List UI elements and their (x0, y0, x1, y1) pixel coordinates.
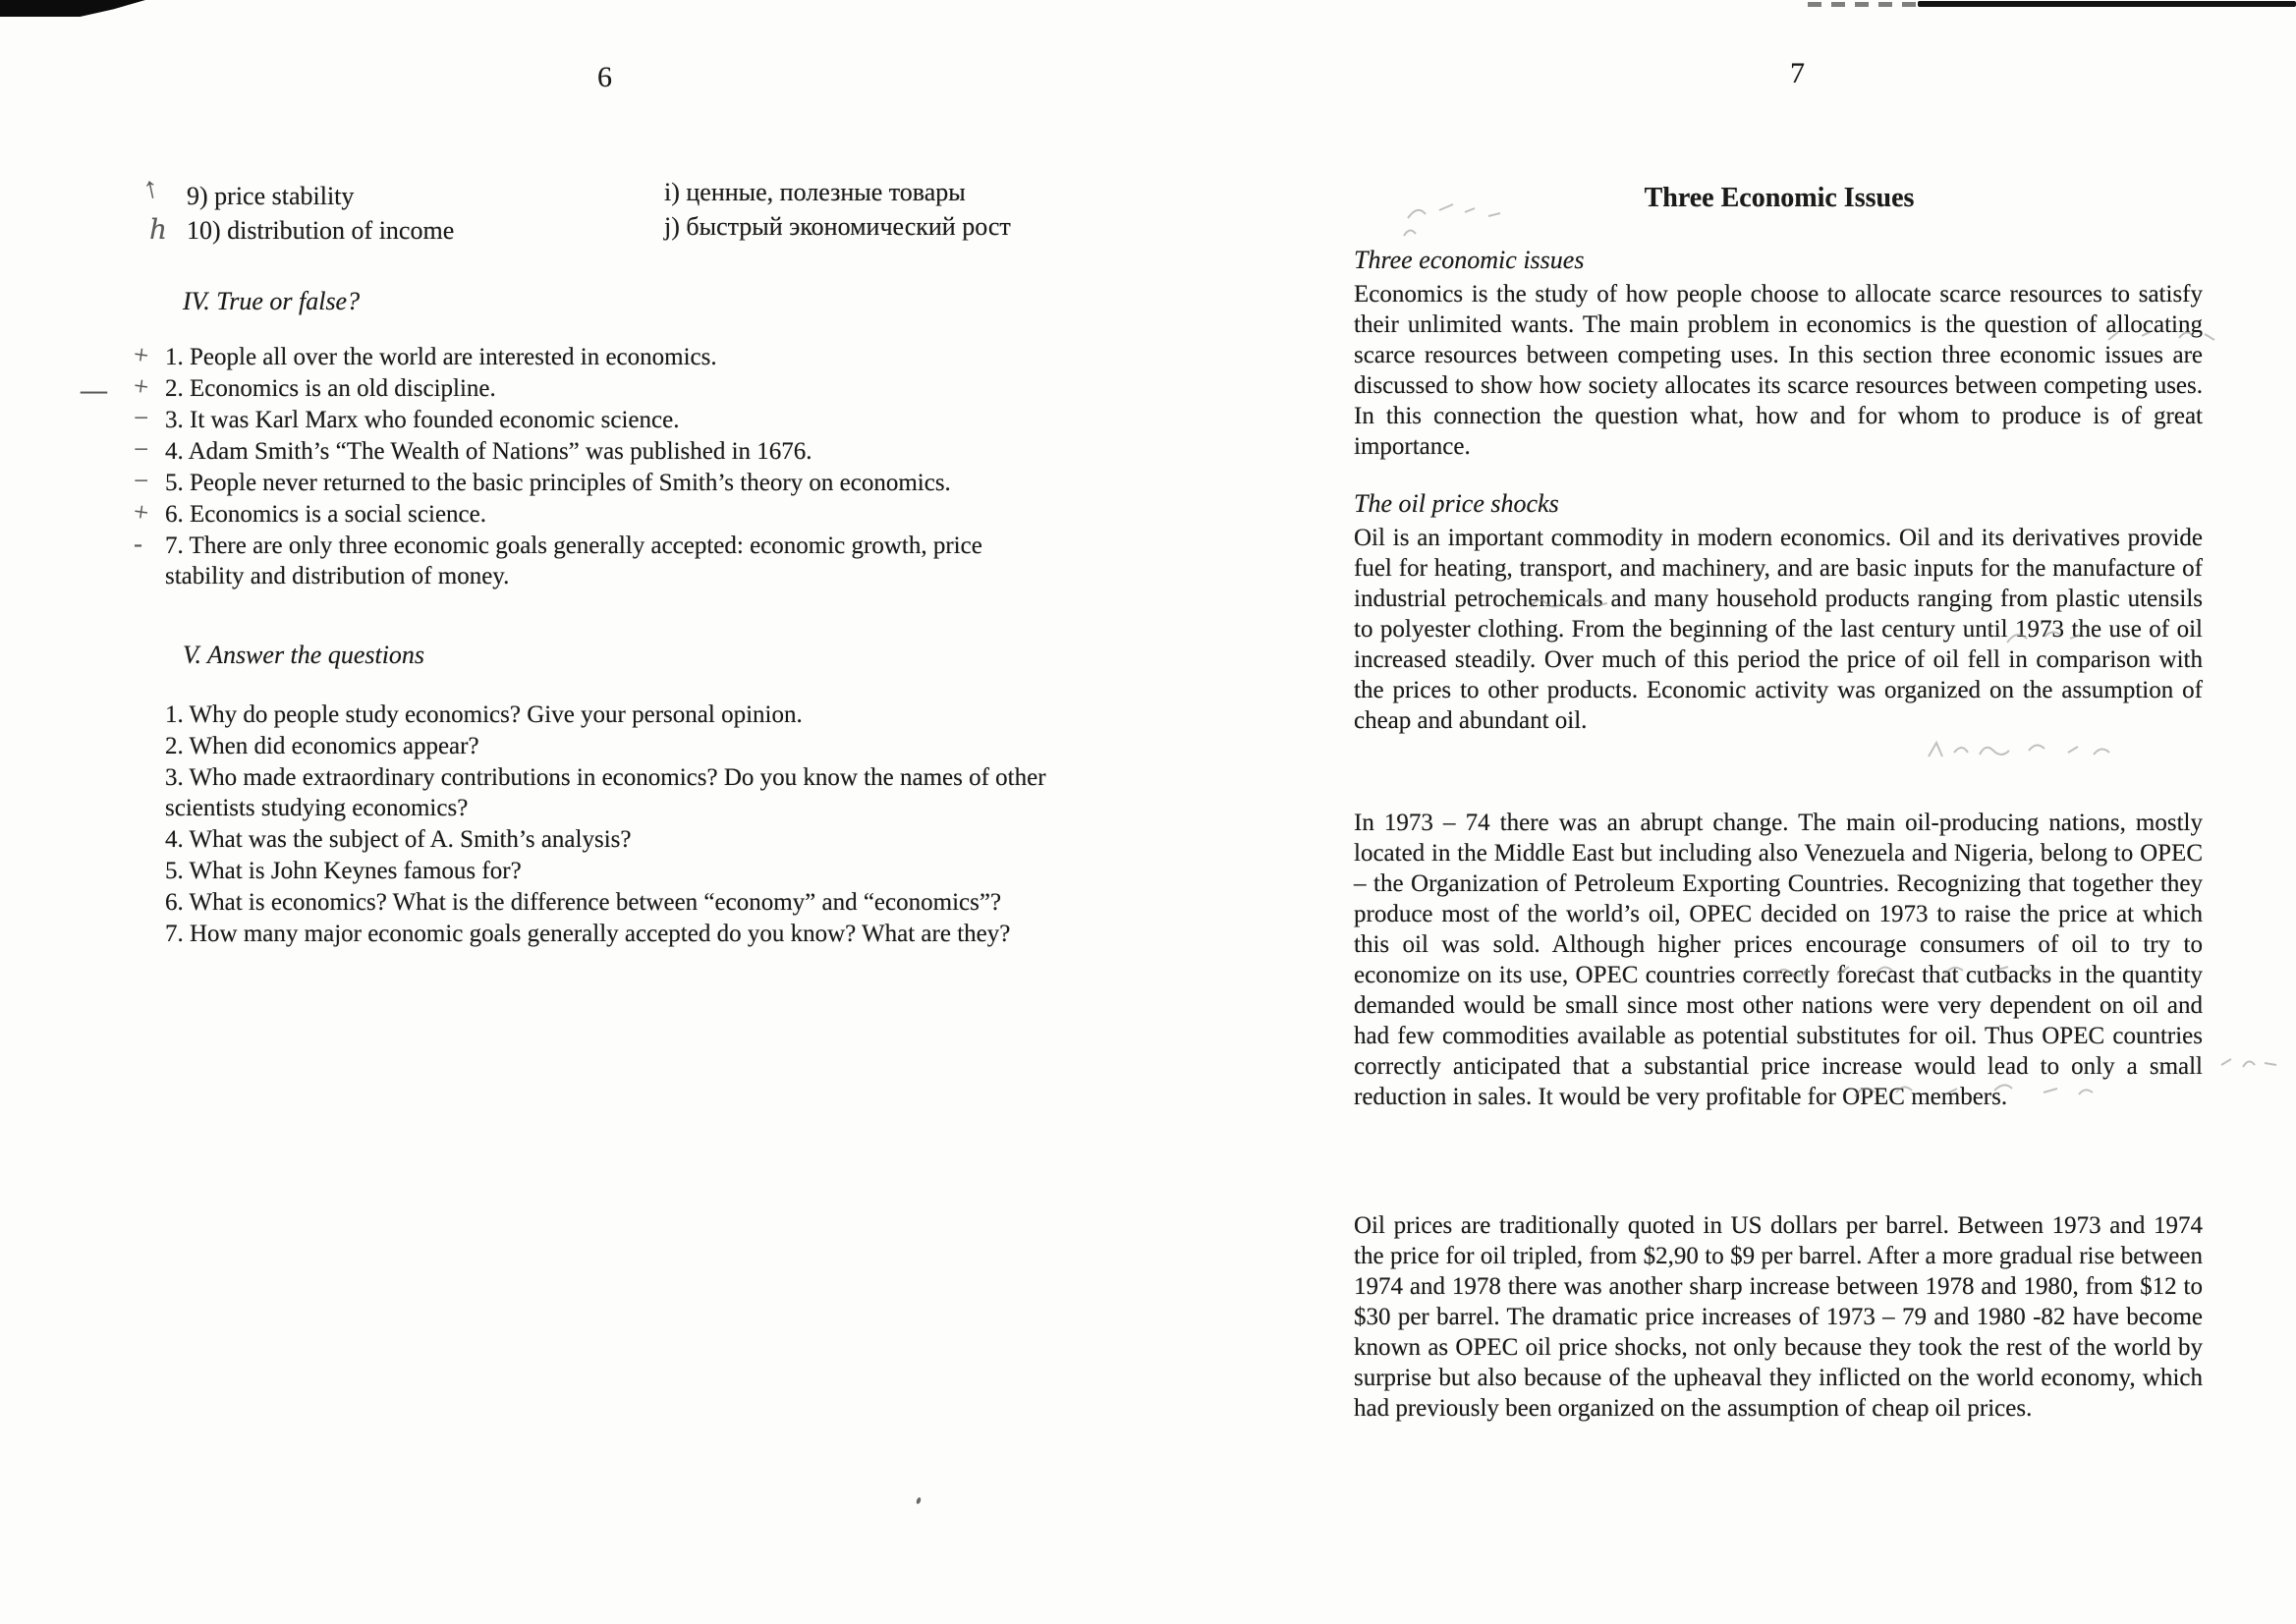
matching-item-text: i) ценные, полезные товары (664, 178, 966, 206)
pencil-h-mark: ℎ (149, 215, 168, 246)
true-false-item (134, 403, 1034, 435)
scan-artifact-top-right-dashes (1808, 2, 1924, 7)
true-false-item (134, 529, 1034, 591)
question-item: 3. Who made extraordinary contributions in economics? Do you know the names of other scientists studying economics? (165, 764, 1046, 821)
pencil-grade-mark: - (134, 529, 142, 558)
question-item: 7. How many major economic goals generally accepted do you know? What are they? (165, 921, 1011, 947)
true-false-item (81, 370, 1034, 405)
true-false-item-text: 4. Adam Smith’s “The Wealth of Nations” was published in 1676. (165, 438, 812, 465)
pencil-grade-mark: − (134, 403, 149, 432)
page-number-left: 6 (597, 61, 612, 93)
pencil-dash-mark: — (81, 375, 105, 405)
true-false-list (81, 339, 1034, 592)
matching-item-text: 9) price stability (187, 182, 355, 210)
true-false-item-text: 2. Economics is an old discipline. (165, 375, 496, 402)
pencil-scribble (2102, 316, 2220, 356)
scan-artifact-top-right-line (1918, 1, 2296, 7)
pencil-scribble (1525, 588, 1613, 617)
true-false-item-text: 7. There are only three economic goals generally accepted: economic growth, price stability and distribution of money. (165, 532, 982, 589)
section-heading-oil-price-shocks: The oil price shocks (1354, 489, 1559, 518)
pencil-grade-mark: + (132, 339, 151, 370)
scan-artifact-dot (916, 1497, 922, 1505)
pencil-arrow-mark: ↑ (140, 170, 162, 206)
article-title: Three Economic Issues (1644, 183, 1915, 213)
pencil-scribble (1847, 1071, 2102, 1110)
scan-artifact-top-left-bar (0, 0, 145, 17)
section-heading-three-economic-issues: Three economic issues (1354, 246, 1585, 274)
true-false-item-text: 6. Economics is a social science. (165, 501, 486, 528)
true-false-item-text: 3. It was Karl Marx who founded economic science. (165, 407, 680, 433)
question-item: 5. What is John Keynes famous for? (165, 858, 522, 884)
pencil-scribble (1400, 189, 1528, 244)
matching-item (140, 170, 454, 213)
pencil-scribble (1999, 619, 2088, 652)
paragraph: Economics is the study of how people choose to allocate scarce resources to satisfy their unlimited wants. The main problem in economics is the question of allocating scarce resources between competing uses. In this section three economic issues are discussed to show how society allocates its scarce resources between competing uses. In this connection the question what, how and for whom to produce is of great importance. (1354, 281, 2203, 460)
question-item: 6. What is economics? What is the difference between “economy” and “economics”? (165, 889, 1002, 916)
matching-item-text: 10) distribution of income (187, 216, 455, 245)
matching-item-text: j) быстрый экономический рост (664, 212, 1011, 241)
page-number-right: 7 (1790, 57, 1805, 89)
pencil-grade-mark: − (134, 466, 149, 495)
question-item: 4. What was the subject of A. Smith’s analysis? (165, 826, 632, 853)
pencil-scribble (1768, 951, 2063, 990)
pencil-grade-mark: − (134, 434, 149, 464)
question-item: 1. Why do people study economics? Give your personal opinion. (165, 701, 803, 728)
exercise-heading-true-false: IV. True or false? (183, 287, 361, 315)
true-false-item (132, 339, 1034, 372)
pencil-grade-mark: + (132, 496, 151, 528)
paragraph: Oil is an important commodity in modern economics. Oil and its derivatives provide fuel for heating, transport, and machinery, and are basic inputs for the manufacture of industrial petrochemicals and many household products ranging from plastic utensils to polyester clothing. From the beginning of the last century until 1973 the use of oil increased steadily. Over much of this period the price of oil fell in comparison with the prices to other products. Economic activity was organized on the assumption of cheap and abundant oil. (1354, 525, 2203, 734)
questions-list (165, 700, 1100, 950)
question-item: 2. When did economics appear? (165, 733, 479, 759)
true-false-item-text: 5. People never returned to the basic principles of Smith’s theory on economics. (165, 470, 951, 496)
exercise-heading-questions: V. Answer the questions (183, 641, 425, 669)
pencil-scribble (1921, 729, 2117, 772)
matching-list-english (140, 170, 455, 248)
true-false-item-text: 1. People all over the world are interested in economics. (165, 344, 717, 370)
true-false-item (134, 434, 1034, 467)
paragraph: In 1973 – 74 there was an abrupt change. The main oil-producing nations, mostly located in the Middle East but including also Venezuela and Nigeria, belong to OPEC – the Organization of Petroleum Exporting Countries. Recognizing that together they produce most of the world’s oil, OPEC decided on 1973 to raise the price at which this oil was sold. Although higher prices encourage consumers of oil to try to economize on its use, OPEC countries correctly forecast that cutbacks in the quantity demanded would be small since most other nations were very dependent on oil and had few commodities available as potential substitutes for oil. Thus OPEC countries correctly anticipated that a substantial price increase would lead to only a small reduction in sales. It would be very profitable for OPEC members. (1354, 810, 2203, 1110)
true-false-item (134, 466, 1034, 498)
paragraph: Oil prices are traditionally quoted in US dollars per barrel. Between 1973 and 1974 the price for oil tripled, from $2,90 to $9 per barrel. After a more gradual rise between 1974 and 1978 there was another sharp increase between 1978 and 1980, from $12 to $30 per barrel. The dramatic price increases of 1973 – 79 and 1980 -82 have become known as OPEC oil price shocks, not only because they took the rest of the world by surprise but also because of the upheaval they inflicted on the world economy, which had previously been organized on the assumption of cheap oil prices. (1354, 1212, 2203, 1422)
true-false-item (132, 496, 1034, 530)
matching-list-russian (664, 175, 1011, 244)
pencil-grade-mark: + (132, 370, 151, 402)
matching-item (149, 213, 455, 248)
pencil-scribble (2215, 1043, 2284, 1079)
